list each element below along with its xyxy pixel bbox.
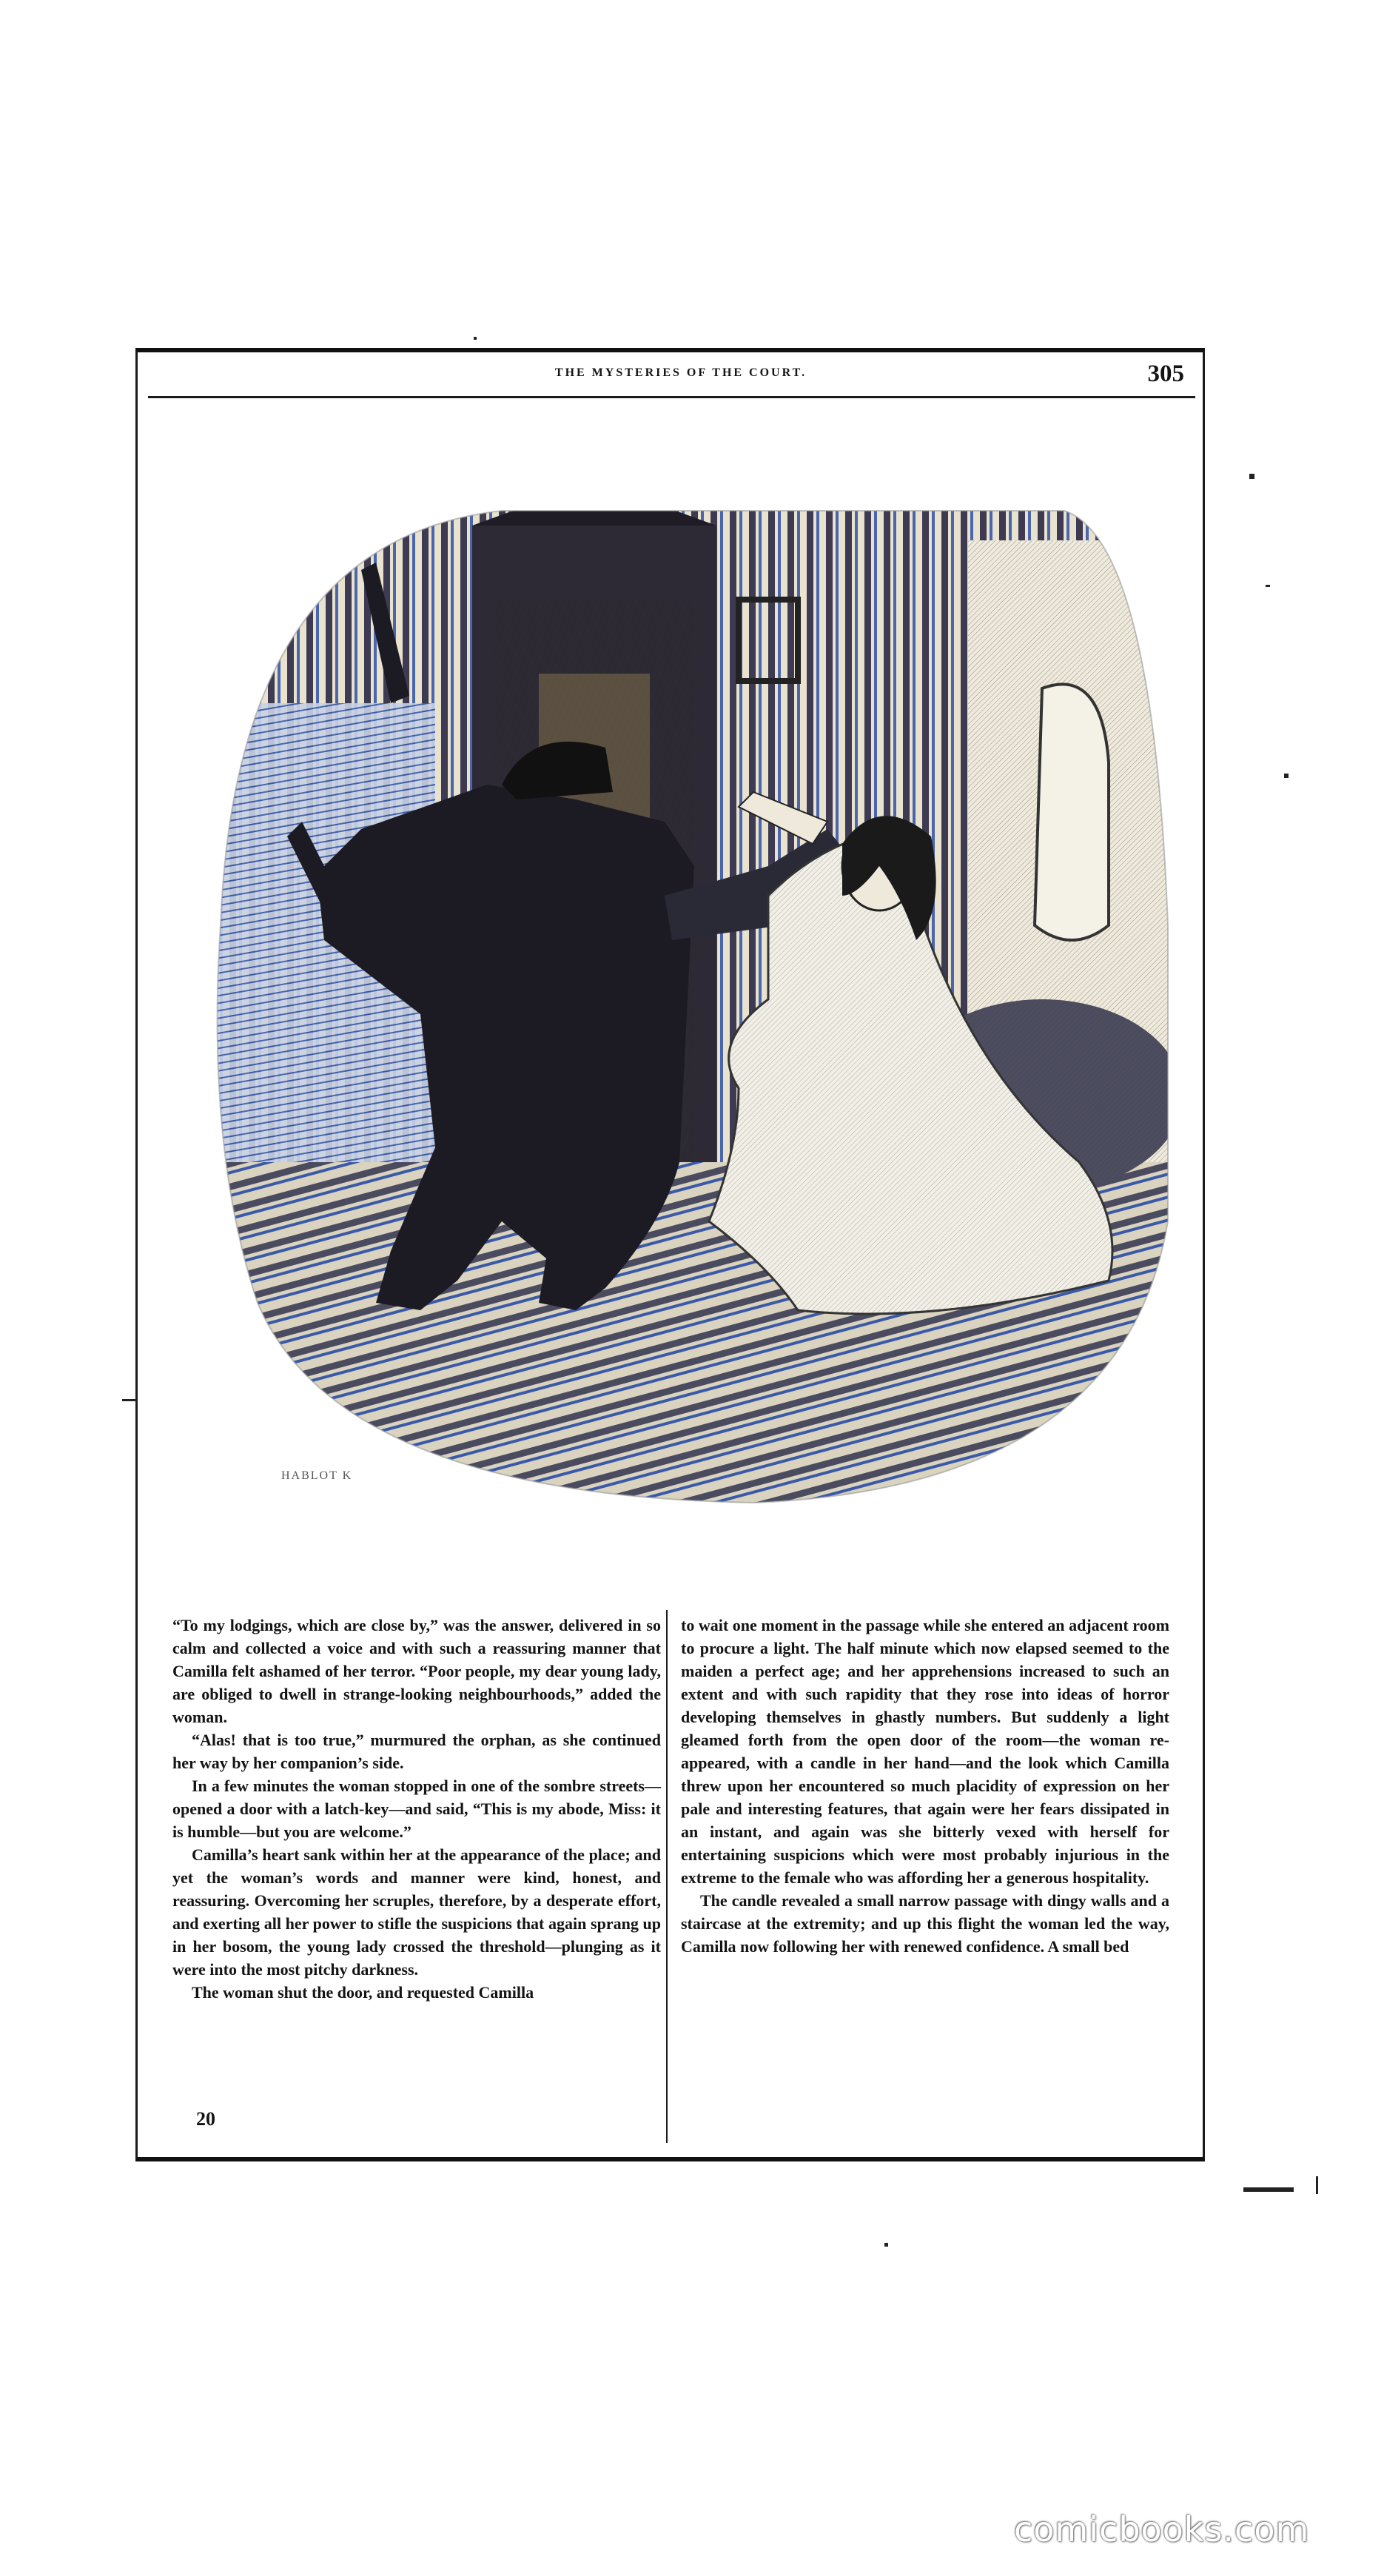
text-column-right: [681, 1614, 1169, 1958]
ink-speck: [1243, 2187, 1294, 2192]
paragraph: The candle revealed a small narrow passage with dingy walls and a staircase at the extremity; and up this flight the woman led the way, Camilla now following her with renewed confidence. A small bed: [681, 1891, 1169, 1956]
text-column-left: [172, 1614, 661, 2004]
ink-speck: [474, 337, 477, 340]
ink-speck: [122, 1399, 137, 1401]
page-number: 305: [1147, 360, 1184, 387]
engraver-signature: HABLOT K: [281, 1469, 353, 1482]
watermark: comicbooks.com: [1014, 2509, 1310, 2549]
ink-speck: [1266, 585, 1270, 587]
column-divider: [666, 1610, 668, 2143]
paragraph: “To my lodgings, which are close by,” was the answer, delivered in so calm and collected a voice and with such a reassuring manner that Camilla felt ashamed of her terror. “Poor people, my dear young lady, are obliged to dwell in strange-looking neighbourhoods,” added the woman.: [172, 1616, 661, 1726]
ink-speck: [1316, 2176, 1318, 2194]
illustration-engraving: [191, 481, 1183, 1532]
signature-mark: 20: [196, 2108, 215, 2130]
paragraph: Camilla’s heart sank within her at the appearance of the place; and yet the woman’s words and manner were kind, honest, and reassuring. Overcoming her scruples, therefore, by a desperate effort, and exerting all her power to stifle the suspicions that again sprang up in her bosom, the young lady crossed the threshold—plunging as it were into the most pitchy darkness.: [172, 1845, 661, 1979]
header-rule: [148, 396, 1195, 398]
paragraph: “Alas! that is too true,” murmured the orphan, as she continued her way by her companion’s side.: [172, 1731, 661, 1772]
paragraph: to wait one moment in the passage while she entered an adjacent room to procure a light. The half minute which now elapsed seemed to the maiden a perfect age; and her apprehensions increased to such an extent and with such rapidity that they rose into ideas of horror developing themselves in ghastly numbers. But suddenly a light gleamed forth from the open door of the room—the woman re-appeared, with a candle in her hand—and the look which Camilla threw upon her encountered so much placidity of expression on her pale and interesting features, that again were her fears dissipated in an instant, and again was she bitterly vexed with herself for entertaining suspicions which were most probably injurious in the extreme to the female who was affording her a generous hospitality.: [681, 1616, 1169, 1887]
paragraph: In a few minutes the woman stopped in one of the sombre streets—opened a door with a latch-key—and said, “This is my abode, Miss: it is humble—but you are welcome.”: [172, 1777, 661, 1841]
running-title: THE MYSTERIES OF THE COURT.: [554, 366, 807, 379]
ink-speck: [1249, 474, 1254, 479]
ink-speck: [1284, 774, 1289, 778]
paragraph: The woman shut the door, and requested Camilla: [192, 1983, 534, 2002]
ink-speck: [884, 2243, 888, 2247]
